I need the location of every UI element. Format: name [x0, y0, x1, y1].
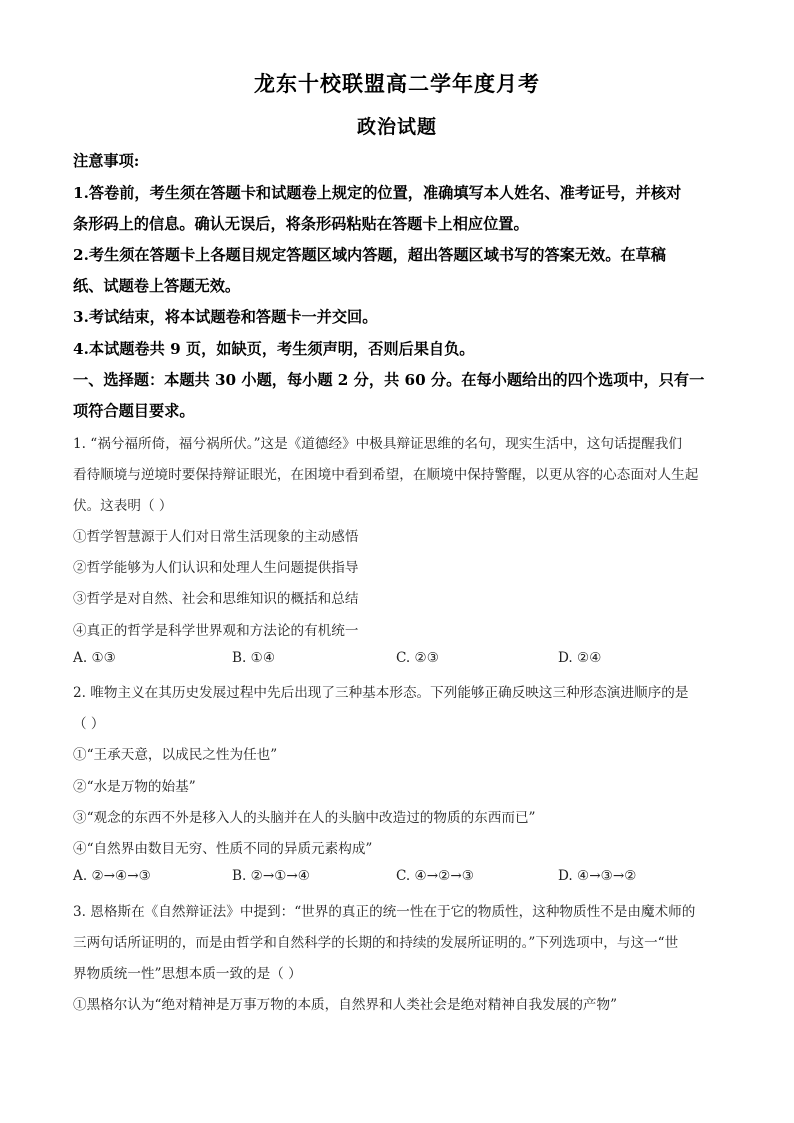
q2-stem-line-1: 2. 唯物主义在其历史发展过程中先后出现了三种基本形态。下列能够正确反映这三种形态演进顺序的是: [73, 685, 689, 701]
q2-statement-1: ①“王承天意，以成民之性为任也”: [73, 747, 278, 763]
exam-title: 龙东十校联盟高二学年度月考: [254, 71, 540, 96]
q1-option-c: C. ②③: [396, 650, 439, 666]
note-3: 3.考试结束，将本试题卷和答题卡一并交回。: [73, 308, 378, 326]
q2-option-c: C. ④→②→③: [396, 868, 474, 884]
note-2-line-2: 纸、试题卷上答题无效。: [73, 277, 241, 295]
q1-option-a: A. ①③: [73, 650, 116, 666]
q2-statement-3: ③“观念的东西不外是移入人的头脑并在人的头脑中改造过的物质的东西而已”: [73, 810, 536, 826]
note-1-line-1: 1.答卷前，考生须在答题卡和试题卷上规定的位置，准确填写本人姓名、准考证号，并核对: [73, 184, 682, 202]
q1-statement-2: ②哲学能够为人们认识和处理人生问题提供指导: [73, 560, 359, 576]
note-4: 4.本试题卷共 9 页，如缺页，考生须声明，否则后果自负。: [73, 340, 475, 358]
notes-heading: 注意事项:: [73, 152, 140, 170]
q1-statement-4: ④真正的哲学是科学世界观和方法论的有机统一: [73, 623, 359, 639]
subject-title: 政治试题: [356, 116, 437, 138]
note-1-line-2: 条形码上的信息。确认无误后，将条形码粘贴在答题卡上相应位置。: [73, 215, 529, 233]
section-heading-line-2: 项符合题目要求。: [73, 402, 195, 420]
q1-statement-3: ③哲学是对自然、社会和思维知识的概括和总结: [73, 591, 359, 607]
q2-option-d: D. ④→③→②: [558, 868, 637, 884]
q1-stem-line-3: 伏。这表明（ ）: [73, 498, 173, 514]
q1-stem-line-1: 1. “祸兮福所倚，福兮祸所伏。”这是《道德经》中极具辩证思维的名句，现实生活中，这句话提醒我们: [73, 436, 682, 452]
note-2-line-1: 2.考生须在答题卡上各题目规定答题区域内答题，超出答题区域书写的答案无效。在草稿: [73, 246, 666, 264]
q3-statement-1: ①黑格尔认为“绝对精神是万事万物的本质，自然界和人类社会是绝对精神自我发展的产物”: [73, 997, 618, 1013]
q2-option-b: B. ②→①→④: [232, 868, 310, 884]
q2-stem-line-2: （ ）: [73, 716, 105, 732]
q1-option-b: B. ①④: [232, 650, 276, 666]
q3-stem-line-1: 3. 恩格斯在《自然辩证法》中提到：“世界的真正的统一性在于它的物质性，这种物质性不是由魔术师的: [73, 904, 696, 920]
q3-stem-line-3: 界物质统一性”思想本质一致的是（ ）: [73, 966, 302, 982]
q1-stem-line-2: 看待顺境与逆境时要保持辩证眼光，在困境中看到希望，在顺境中保持警醒，以更从容的心态面对人生起: [73, 467, 699, 483]
q2-statement-4: ④“自然界由数目无穷、性质不同的异质元素构成”: [73, 841, 373, 857]
q1-statement-1: ①哲学智慧源于人们对日常生活现象的主动感悟: [73, 529, 359, 545]
q1-option-d: D. ②④: [558, 650, 602, 666]
section-heading-line-1: 一、选择题：本题共 30 小题，每小题 2 分，共 60 分。在每小题给出的四个选项中，只有一: [73, 371, 705, 389]
q2-statement-2: ②“水是万物的始基”: [73, 779, 196, 795]
q2-option-a: A. ②→④→③: [73, 868, 151, 884]
q3-stem-line-2: 三两句话所证明的，而是由哲学和自然科学的长期的和持续的发展所证明的。”下列选项中，与这一“世: [73, 935, 679, 951]
